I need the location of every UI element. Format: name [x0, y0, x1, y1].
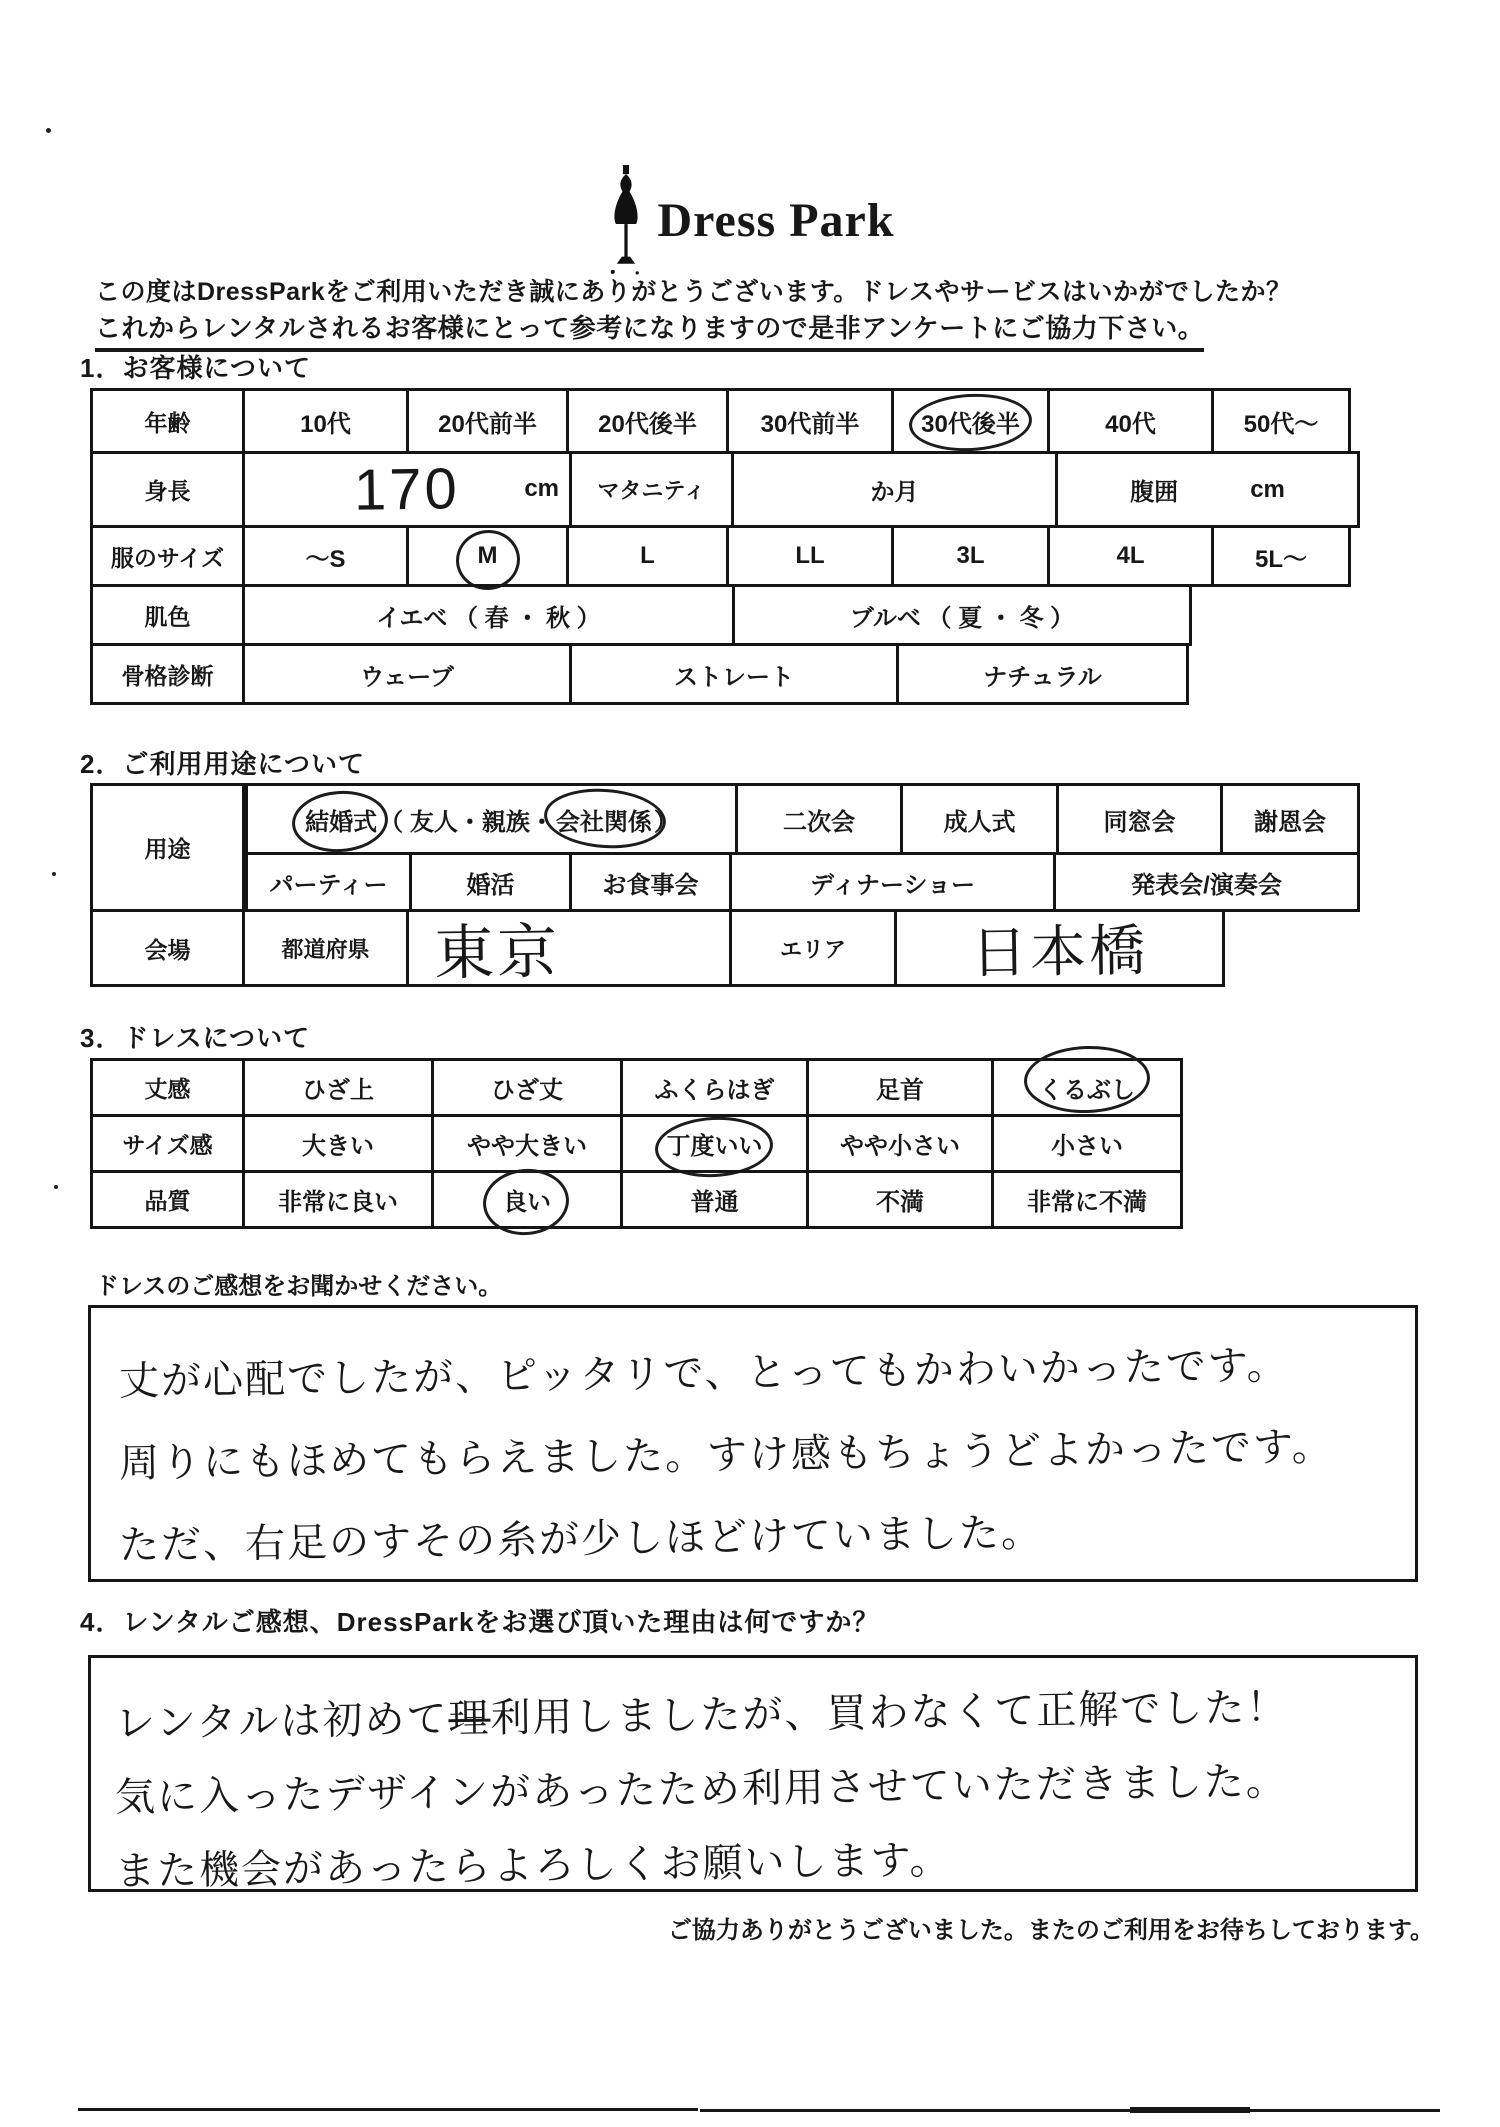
usage-option-thanks-party: 謝恩会	[1220, 783, 1360, 855]
size-option-3l: 3L	[891, 525, 1050, 587]
handwritten-height: 170	[353, 456, 461, 523]
usage-option-afterparty: 二次会	[735, 783, 903, 855]
handwritten-feedback-line: ただ、右足のすその糸が少しほどけていました。	[118, 1510, 1044, 1568]
footer-thanks: ご協力ありがとうございました。またのご利用をお待ちしております。	[667, 1917, 1434, 1944]
usage-option-coming-of-age: 成人式	[900, 783, 1059, 855]
age-option-40s: 40代	[1047, 388, 1214, 454]
scan-artifact-line	[78, 2108, 698, 2111]
section-2-heading: 2．ご利用用途について	[80, 749, 365, 779]
waist-label: 腹囲	[1130, 479, 1179, 506]
area-label: エリア	[729, 909, 897, 987]
height-label: 身長	[90, 451, 245, 528]
waist-cell	[1055, 451, 1360, 528]
skin-option-yellow-base: イエベ （ 春 ・ 秋 ）	[242, 584, 735, 646]
fit-option-small: 小さい	[991, 1114, 1183, 1173]
handwritten-prefecture: 東京	[433, 918, 561, 987]
fit-label: サイズ感	[90, 1114, 245, 1173]
skeletal-option-wave: ウェーブ	[242, 643, 572, 705]
scan-artifact-line	[1130, 2107, 1250, 2113]
age-row	[90, 388, 1360, 454]
venue-row	[90, 909, 1372, 987]
usage-row-2	[245, 852, 1372, 912]
prefecture-label: 都道府県	[242, 909, 409, 987]
height-unit: cm	[524, 475, 559, 502]
waist-unit: cm	[1250, 475, 1285, 503]
size-option-4l: 4L	[1047, 525, 1214, 587]
handwritten-feedback-line: 丈が心配でしたが、ピッタリで、とってもかわいかったです。	[118, 1343, 1289, 1404]
scan-artifact-speck	[52, 872, 56, 876]
prefecture-value-cell	[406, 909, 732, 987]
length-label: 丈感	[90, 1058, 245, 1117]
size-option-5l: 5L～	[1211, 525, 1351, 587]
dress-table	[90, 1058, 1183, 1229]
age-label: 年齢	[90, 388, 245, 454]
usage-row-1	[245, 783, 1372, 855]
months-cell: か月	[731, 451, 1058, 528]
fit-option-just-right-selected: 丁度いい	[620, 1114, 809, 1173]
handwritten-area: 日本橋	[970, 918, 1149, 985]
length-row	[90, 1058, 1183, 1117]
height-value-cell	[242, 451, 572, 528]
usage-option-wedding: 結婚式 （ 友人・親族・ 会社関係 ）	[245, 783, 738, 855]
handwritten-feedback-line: 周りにもほめてもらえました。すけ感もちょうどよかったです。	[118, 1424, 1335, 1486]
section-4-heading: 4．レンタルご感想、DressParkをお選び頂いた理由は何ですか？	[80, 1607, 880, 1637]
logo-text: Dress Park	[657, 194, 895, 247]
size-option-ll: LL	[726, 525, 894, 587]
skeletal-row	[90, 643, 1360, 705]
handwritten-rental-line: レンタルは初めて理利用しましたが、買わなくて正解でした！	[114, 1685, 1289, 1746]
usage-option-dinner-show: ディナーショー	[729, 852, 1056, 912]
scan-artifact-speck	[54, 1185, 58, 1189]
usage-option-reunion: 同窓会	[1056, 783, 1223, 855]
struck-text: 理	[448, 1696, 491, 1742]
age-option-late-30s-selected: 30代後半	[891, 388, 1050, 454]
quality-option-very-good: 非常に良い	[242, 1170, 434, 1229]
skeletal-option-straight: ストレート	[569, 643, 899, 705]
usage-option-recital: 発表会/演奏会	[1053, 852, 1360, 912]
skin-label: 肌色	[90, 584, 245, 646]
venue-label: 会場	[90, 909, 245, 987]
maternity-label: マタニティ	[569, 451, 734, 528]
size-option-m-selected: M	[406, 525, 569, 587]
usage-label: 用途	[90, 783, 245, 912]
usage-option-konkatsu: 婚活	[409, 852, 572, 912]
size-option-l: L	[566, 525, 729, 587]
quality-row	[90, 1170, 1183, 1229]
fit-option-big: 大きい	[242, 1114, 434, 1173]
logo	[0, 165, 1500, 277]
age-option-50s: 50代～	[1211, 388, 1351, 454]
quality-label: 品質	[90, 1170, 245, 1229]
rental-feedback-box	[88, 1655, 1418, 1892]
age-option-early-20s: 20代前半	[406, 388, 569, 454]
age-option-late-20s: 20代後半	[566, 388, 729, 454]
height-row	[90, 451, 1360, 528]
size-option-s: ～S	[242, 525, 409, 587]
quality-option-dissatisfied: 不満	[806, 1170, 994, 1229]
age-option-10s: 10代	[242, 388, 409, 454]
dress-form-icon	[605, 165, 647, 277]
area-value-cell	[894, 909, 1225, 987]
usage-table	[90, 783, 1372, 987]
quality-option-normal: 普通	[620, 1170, 809, 1229]
usage-option-dinner-party: お食事会	[569, 852, 732, 912]
quality-option-good-selected: 良い	[431, 1170, 623, 1229]
intro-line-2: これからレンタルされるお客様にとって参考になりますので是非アンケートにご協力下さい。	[95, 308, 1204, 352]
handwritten-rental-line: 気に入ったデザインがあったため利用させていただきました。	[114, 1759, 1289, 1820]
length-option-calf: ふくらはぎ	[620, 1058, 809, 1117]
usage-option-party: パーティー	[245, 852, 412, 912]
fit-option-slightly-small: やや小さい	[806, 1114, 994, 1173]
scan-artifact-speck	[46, 128, 51, 133]
dress-feedback-prompt: ドレスのご感想をお聞かせください。	[95, 1273, 503, 1300]
length-option-knee: ひざ丈	[431, 1058, 623, 1117]
length-option-anklebone-selected: くるぶし	[991, 1058, 1183, 1117]
section-1-heading: 1．お客様について	[80, 353, 311, 383]
customer-table	[90, 388, 1360, 705]
handwritten-rental-line: また機会があったらよろしくお願いします。	[114, 1838, 952, 1894]
age-option-early-30s: 30代前半	[726, 388, 894, 454]
scan-artifact-line	[700, 2109, 1440, 2112]
intro-line-1: この度はDressParkをご利用いただき誠にありがとうございます。ドレスやサービスはいかがでしたか？	[95, 278, 1292, 306]
skin-row	[90, 584, 1360, 646]
skeletal-option-natural: ナチュラル	[896, 643, 1189, 705]
section-3-heading: 3．ドレスについて	[80, 1023, 311, 1053]
size-row	[90, 525, 1360, 587]
skeletal-label: 骨格診断	[90, 643, 245, 705]
fit-option-slightly-big: やや大きい	[431, 1114, 623, 1173]
fit-row	[90, 1114, 1183, 1173]
skin-option-blue-base: ブルベ （ 夏 ・ 冬 ）	[732, 584, 1192, 646]
length-option-ankle: 足首	[806, 1058, 994, 1117]
quality-option-very-dissatisfied: 非常に不満	[991, 1170, 1183, 1229]
dress-feedback-box	[88, 1305, 1418, 1582]
length-option-above-knee: ひざ上	[242, 1058, 434, 1117]
size-label: 服のサイズ	[90, 525, 245, 587]
